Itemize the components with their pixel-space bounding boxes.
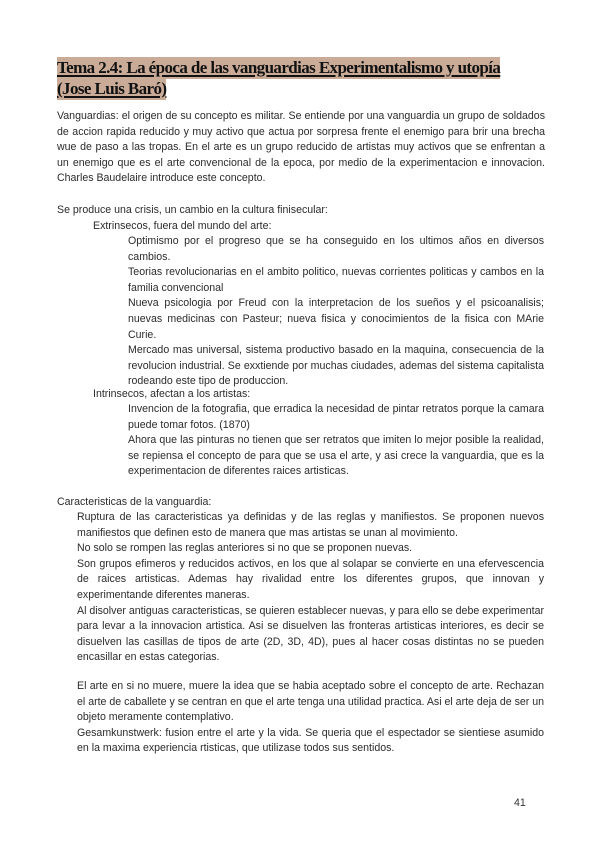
title-line-2: (Jose Luis Baró): [57, 79, 167, 98]
list-item: No solo se rompen las reglas anteriores si no que se proponen nuevas.: [77, 542, 413, 555]
list-item: Mercado mas universal, sistema productivo basado en la maquina, consecuencia de la revolucion industrial. Se exxtiende por muchas ciudades, ademas del sistema capitalista rodeando este tipo de produccion.: [128, 344, 544, 388]
list-item: Al disolver antiguas caracteristicas, se quieren establecer nuevas, y para ello se debe experimentar para levar a la innovacion artistica. Asi se disuelven las fronteras artisticas interiores, es decir se disuelven las casillas de tipos de arte (2D, 3D, 4D), pues al hacer cosas distintas no se pueden encasillar en estas categorias.: [77, 604, 544, 664]
page-title: [57, 57, 545, 99]
list-item: Optimismo por el progreso que se ha conseguido en los ultimos años en diversos cambios.: [128, 235, 544, 263]
list-item: El arte en si no muere, muere la idea que se habia aceptado sobre el concepto de arte. Rechazan el arte de caballete y se centran en que el arte tenga una utilidad practica. Asi el arte deja de ser un objeto meramente contemplativo.: [77, 680, 545, 724]
extrinsecos-label: Extrinsecos, fuera del mundo del arte:: [93, 220, 272, 232]
list-item: Teorias revolucionarias en el ambito politico, nuevas corrientes politicas y cambos en la familia convencional: [128, 266, 544, 294]
list-item: Invencion de la fotografia, que erradica la necesidad de pintar retratos porque la camara puede tomar fotos. (1870): [128, 403, 544, 431]
caracteristicas-list-2: [77, 679, 544, 757]
extrinsecos-list: [128, 234, 544, 390]
intrinsecos-label: Intrinsecos, afectan a los artistas:: [93, 388, 251, 400]
list-item: Gesamkunstwerk: fusion entre el arte y la vida. Se queria que el espectador se sientiese asumido en la maxima experiencia rtisticas, que utilizase todos sus sentidos.: [77, 726, 544, 755]
crisis-heading: Se produce una crisis, un cambio en la cultura finisecular:: [57, 204, 328, 216]
list-item: Nueva psicologia por Freud con la interpretacion de los sueños y el psicoanalisis; nuevas medicinas con Pasteur; nueva fisica y conocimientos de la fisica con MArie Curie.: [128, 297, 544, 341]
intro-paragraph: [57, 109, 545, 187]
intrinsecos-list: [128, 402, 544, 480]
page-number: 41: [514, 797, 526, 809]
title-line-1: Tema 2.4: La época de las vanguardias Experimentalismo y utopía: [57, 58, 501, 77]
list-item: Ahora que las pinturas no tienen que ser retratos que imiten lo mejor posible la realidad, se repiensa el concepto de para que se usa el arte, y asi crece la vanguardia, que es la experimentacion de diferentes raices artisticas.: [128, 434, 544, 478]
list-item: Son grupos efimeros y reducidos activos, en los que al solapar se convierte en una efervescencia de raices artisticas. Ademas hay rivalidad entre los diferentes grupos, que innovan y experimentande diferentes maneras.: [77, 557, 544, 601]
intro-text: Vanguardias: el origen de su concepto es militar. Se entiende por una vanguardia un grupo de soldados de accion rapida reducido y muy activo que actua por sorpresa frente el enemigo para brir una brecha wue de paso a las tropas. En el arte es un grupo reducido de artistas muy activos que se enfrentan a un enemigo que es el arte convencional de la epoca, por medio de la experimentacion e innovacion. Charles Baudelaire introduce este concepto.: [57, 110, 545, 185]
caracteristicas-list: [77, 510, 544, 666]
caracteristicas-heading: Caracteristicas de la vanguardia:: [57, 496, 212, 508]
list-item: Ruptura de las caracteristicas ya definidas y de las reglas y manifiestos. Se proponen nuevos manifiestos que definen esto de manera que mas artistas se unan al movimiento.: [77, 511, 544, 539]
